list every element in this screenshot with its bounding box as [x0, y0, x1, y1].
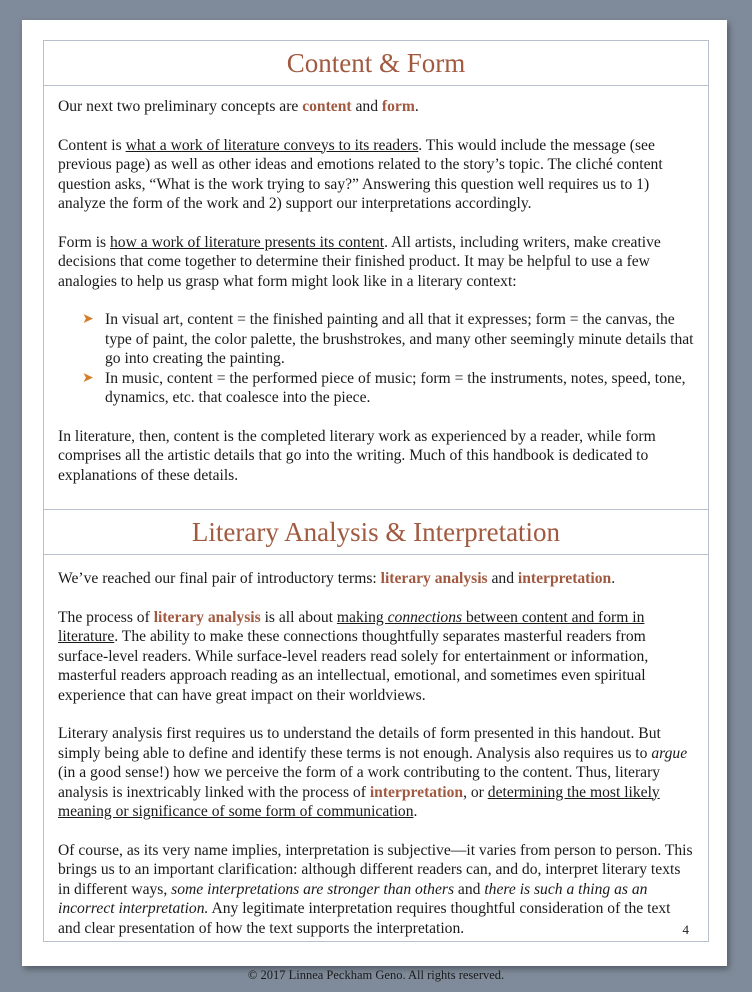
conclusion-paragraph: In literature, then, content is the completed literary work as experienced by a reader, while form comprises all the artistic details that go into the writing. Much of this handbook is dedicated to explanations of these details.	[58, 427, 656, 484]
content-definition: what a work of literature conveys to its readers	[125, 136, 419, 154]
process-start: The process of	[58, 608, 154, 626]
term-form: form	[381, 98, 415, 115]
subjective-italic-1: some interpretations are stronger than others	[171, 880, 455, 898]
analysis-italic-argue: argue	[651, 744, 688, 762]
intro-and: and	[351, 98, 382, 115]
form-definition-paragraph	[58, 233, 694, 292]
analysis-text-b: (in a good sense!) how we perceive the form of a work contributing to the content. Thus, literary analysis is inextricably linked with the process of	[58, 764, 661, 801]
intro-and: and	[487, 570, 518, 587]
interpretation-definition: determining the most likely meaning or significance of some form of communication	[58, 783, 660, 820]
analysis-def-italic: connections	[387, 608, 463, 626]
process-rest: . The ability to make these connections thoughtfully separates masterful readers from surface-level readers. While surface-level readers read solely for entertainment or information, masterful readers approach reading as an intellectual, emotional, and sometimes even spiritual experience that can have great impact on their worldviews.	[58, 628, 649, 704]
content-frame	[43, 40, 709, 942]
subjective-italic-2: there is such a thing as an incorrect interpretation.	[58, 880, 648, 917]
form-definition: how a work of literature presents its content	[110, 233, 385, 251]
bullet-text-music: In music, content = the performed piece of music; form = the instruments, notes, speed, tone, dynamics, etc. that coalesce into the piece.	[105, 369, 686, 406]
arrow-bullet-icon: ➤	[82, 312, 94, 327]
analysis-text-c: , or	[463, 783, 488, 801]
section-content-form-body	[58, 97, 694, 504]
subjective-text-a: Of course, as its very name implies, interpretation is subjective—it varies from person to person. This brings us to an important clarification: although different readers can, and do, interpret literary texts in different ways,	[58, 841, 693, 898]
content-def-start: Content is	[58, 136, 126, 154]
form-def-start: Form is	[58, 233, 110, 251]
intro-text: We’ve reached our final pair of introductory terms:	[58, 570, 381, 587]
document-page	[22, 20, 727, 966]
intro-text: Our next two preliminary concepts are	[58, 98, 303, 115]
intro-end: .	[611, 570, 616, 587]
term-content: content	[302, 98, 352, 115]
process-mid: is all about	[260, 608, 337, 626]
term-literary-analysis: literary analysis	[380, 570, 488, 587]
subjective-text-c: Any legitimate interpretation requires thoughtful consideration of the text and clear presentation of how the text supports the interpretation.	[58, 900, 671, 937]
section-literary-analysis-body	[58, 569, 694, 957]
term-interpretation: interpretation	[517, 570, 612, 587]
analysis-end: .	[413, 803, 418, 820]
process-paragraph	[58, 608, 694, 706]
intro-paragraph	[58, 97, 694, 117]
arrow-bullet-icon: ➤	[82, 370, 94, 386]
term-literary-analysis: literary analysis	[153, 608, 261, 626]
subjective-paragraph	[58, 841, 694, 939]
section-title-literary-analysis: Literary Analysis & Interpretation	[44, 509, 708, 555]
analysis-def-part2: between content and form in literature	[58, 608, 645, 645]
section-title-content-form: Content & Form	[44, 41, 708, 86]
term-interpretation: interpretation	[369, 783, 464, 801]
intro-end: .	[414, 98, 419, 115]
analysis-text-a: Literary analysis first requires us to understand the details of form presented in this handout. But simply being able to define and identify these terms is not enough. Analysis also requires us to	[58, 725, 661, 762]
content-def-rest: . This would include the message (see previous page) as well as other ideas and emotions related to the story’s topic. The cliché content question asks, “What is the work trying to say?” Answering this question well requires us to 1) analyze the form of the work and 2) support our interpretations accordingly.	[58, 136, 663, 212]
list-item	[58, 369, 694, 408]
bullet-text-visual-art: In visual art, content = the finished painting and all that it expresses; form = the canvas, the type of paint, the color palette, the brushstrokes, and many other seemingly minute details that go into creating the painting.	[105, 311, 694, 367]
page-number: 4	[682, 922, 689, 937]
form-def-rest: . All artists, including writers, make creative decisions that come together to determine their finished product. It may be helpful to use a few analogies to help us grasp what form might look like in a literary context:	[58, 233, 661, 290]
intro-paragraph	[58, 569, 694, 589]
analysis-def-part1: making	[336, 608, 388, 626]
subjective-text-b: and	[454, 880, 485, 898]
content-definition-paragraph	[58, 136, 694, 214]
list-item	[58, 310, 694, 369]
analogy-list	[58, 310, 694, 408]
analysis-paragraph	[58, 724, 694, 822]
copyright-footer: © 2017 Linnea Peckham Geno. All rights reserved.	[247, 968, 505, 982]
